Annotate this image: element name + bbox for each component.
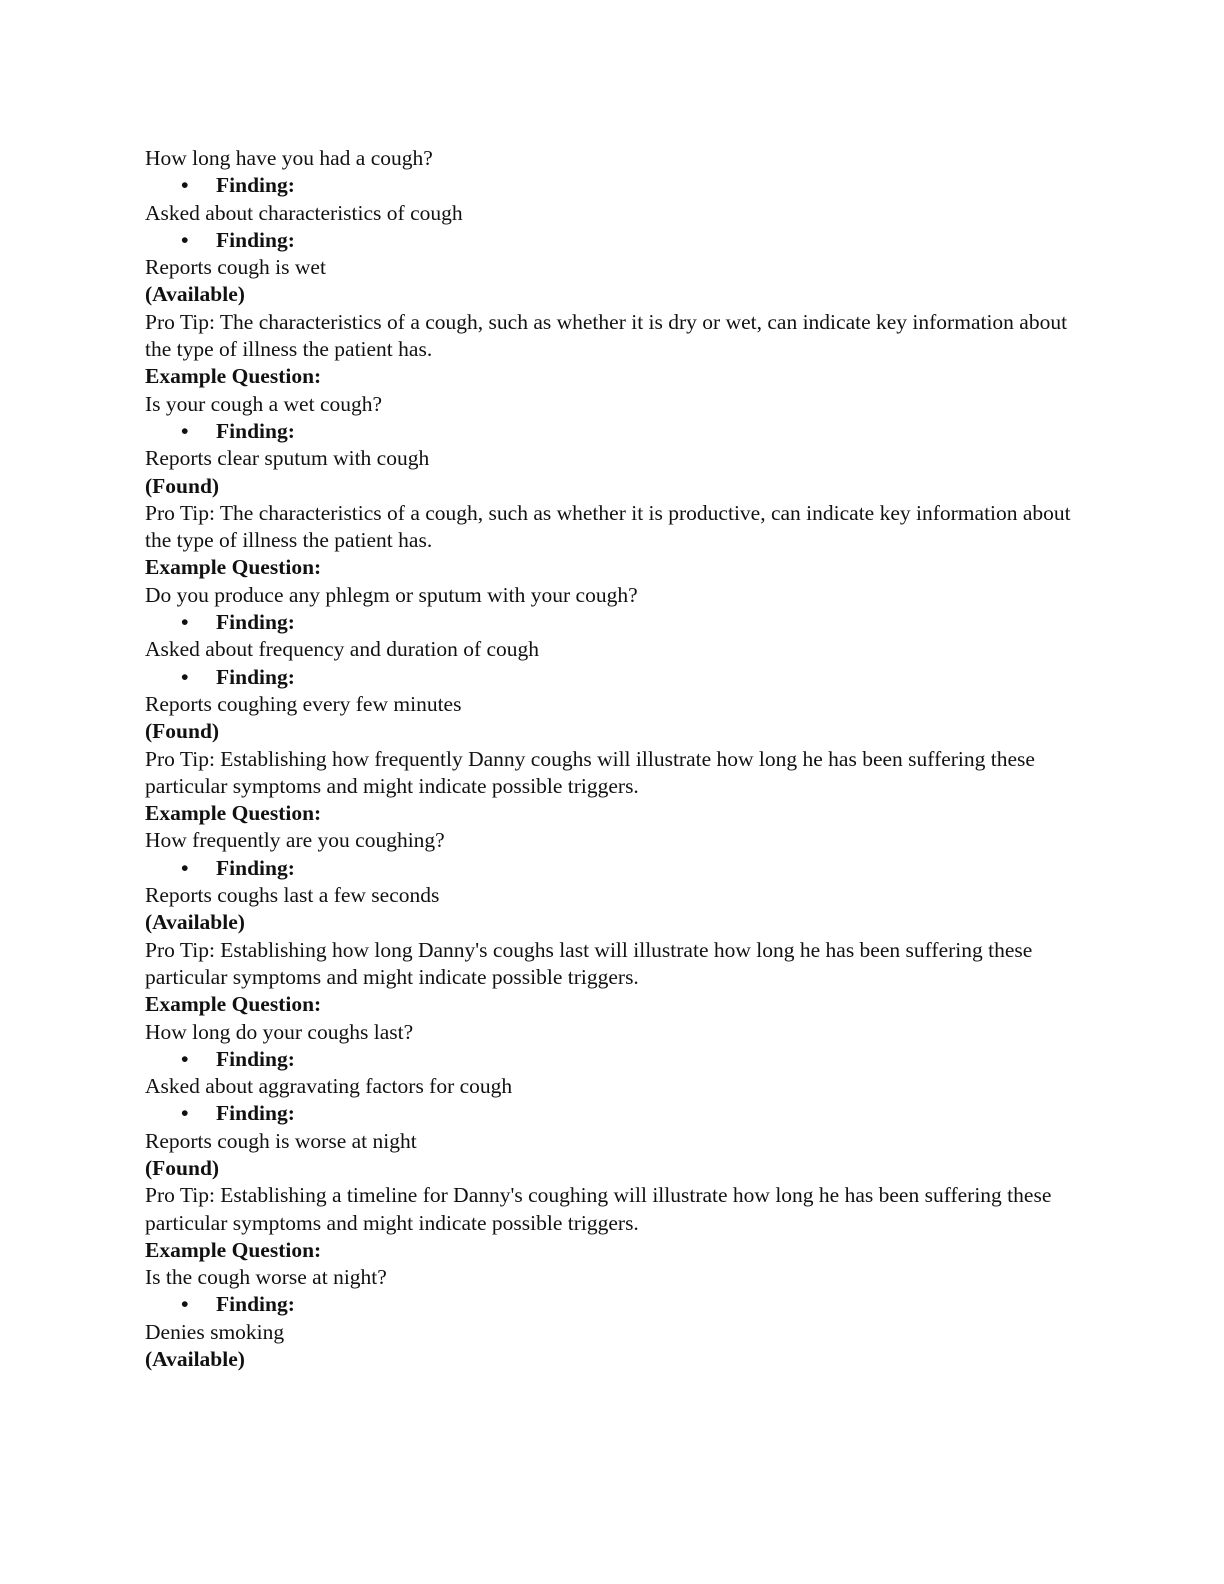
finding-bullet-item (145, 1291, 1075, 1318)
finding-label: Finding: (216, 227, 295, 252)
bullet-icon: • (181, 855, 189, 880)
status-label: (Available) (145, 1347, 245, 1372)
body-text-line: Reports cough is wet (145, 255, 326, 280)
pro-tip-text: Pro Tip: The characteristics of a cough, such as whether it is dry or wet, can indicate key information about the type of illness the patient has. (145, 309, 1068, 362)
pro-tip-text: Pro Tip: Establishing how long Danny's coughs last will illustrate how long he has been suffering these particular symptoms and might indicate possible triggers. (145, 937, 1033, 989)
finding-label: Finding: (216, 173, 295, 198)
body-text-line: Is your cough a wet cough? (145, 391, 383, 416)
status-label: (Available) (145, 282, 245, 307)
bullet-icon: • (181, 1046, 189, 1071)
body-text-line: Do you produce any phlegm or sputum with your cough? (145, 582, 638, 607)
finding-label: Finding: (216, 664, 295, 689)
example-question-heading: Example Question: (145, 992, 322, 1017)
pro-tip-text: Pro Tip: Establishing a timeline for Danny's coughing will illustrate how long he has been suffering these particular symptoms and might indicate possible triggers. (145, 1183, 1052, 1235)
body-text-line: Asked about aggravating factors for cough (145, 1074, 513, 1099)
finding-bullet-item (145, 664, 1075, 691)
body-text-line: How long do your coughs last? (145, 1019, 414, 1044)
example-question-heading: Example Question: (145, 1237, 322, 1262)
finding-bullet-item (145, 855, 1075, 882)
body-text-line: Asked about frequency and duration of cough (145, 637, 540, 662)
example-question-heading: Example Question: (145, 801, 322, 826)
finding-label: Finding: (216, 855, 295, 880)
finding-label: Finding: (216, 1292, 295, 1317)
body-text-line: Is the cough worse at night? (145, 1265, 387, 1290)
status-label: (Found) (145, 1155, 220, 1180)
bullet-icon: • (181, 227, 189, 252)
document-page (145, 145, 1075, 1373)
finding-bullet-item (145, 418, 1075, 445)
pro-tip-text: Pro Tip: Establishing how frequently Danny coughs will illustrate how long he has been suffering these particular symptoms and might indicate possible triggers. (145, 746, 1035, 798)
finding-label: Finding: (216, 610, 295, 635)
status-label: (Found) (145, 473, 220, 498)
finding-bullet-item (145, 227, 1075, 254)
status-label: (Available) (145, 910, 245, 935)
status-label: (Found) (145, 719, 220, 744)
finding-bullet-item (145, 172, 1075, 199)
bullet-icon: • (181, 418, 189, 443)
body-text-line: Reports coughing every few minutes (145, 691, 462, 716)
finding-label: Finding: (216, 1046, 295, 1071)
body-text-line: Reports cough is worse at night (145, 1128, 417, 1153)
finding-bullet-item (145, 609, 1075, 636)
bullet-icon: • (181, 664, 189, 689)
body-text-line: Asked about characteristics of cough (145, 200, 463, 225)
body-text-line: How frequently are you coughing? (145, 828, 445, 853)
bullet-icon: • (181, 610, 189, 635)
example-question-heading: Example Question: (145, 555, 322, 580)
pro-tip-text: Pro Tip: The characteristics of a cough, such as whether it is productive, can indicate key information about the type of illness the patient has. (145, 500, 1071, 553)
body-text-line: Reports clear sputum with cough (145, 446, 430, 471)
body-text-line: Reports coughs last a few seconds (145, 883, 440, 908)
body-text-line: How long have you had a cough? (145, 146, 433, 170)
body-text-line: Denies smoking (145, 1319, 285, 1344)
finding-bullet-item (145, 1100, 1075, 1127)
finding-bullet-item (145, 1046, 1075, 1073)
finding-label: Finding: (216, 1101, 295, 1126)
example-question-heading: Example Question: (145, 364, 322, 389)
bullet-icon: • (181, 173, 189, 198)
bullet-icon: • (181, 1101, 189, 1126)
bullet-icon: • (181, 1292, 189, 1317)
finding-label: Finding: (216, 418, 295, 443)
